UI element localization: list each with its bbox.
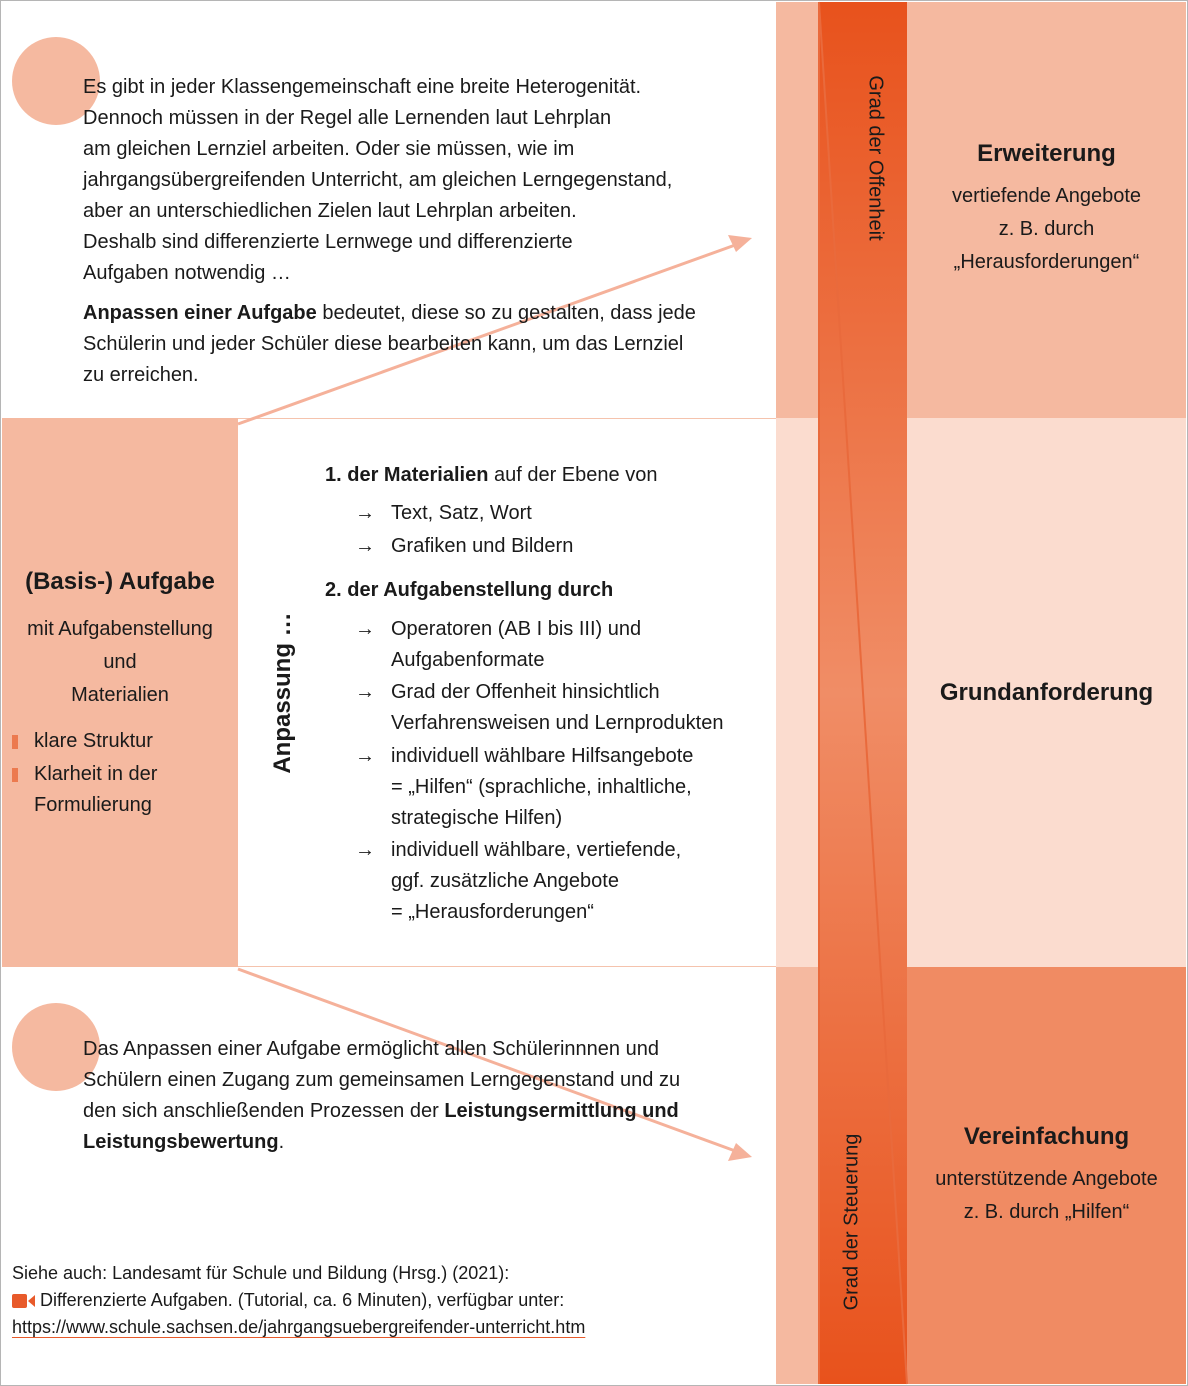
arrow-right-icon: → [355,745,375,767]
list-item-text: individuell wählbare Hilfsangebote [391,745,694,767]
list-item-text: Aufgabenformate [391,649,545,671]
bullet-item-cont: Formulierung [34,794,152,816]
level-sub-line: z. B. durch „Hilfen“ [963,1201,1130,1223]
bar-label-steuerung: Grad der Steuerung [840,1133,863,1311]
definition-text [83,298,773,391]
level-sub-line: z. B. durch [998,218,1095,240]
basis-subtitle [2,613,238,712]
list-item [355,531,573,562]
bottom-line: Das Anpassen einer Aufgabe ermöglicht allen Schülerinnnen und [83,1038,659,1060]
level-erweiterung [907,140,1186,279]
intro-line: am gleichen Lernziel arbeiten. Oder sie müssen, wie im [83,138,575,160]
bottom-line-4 [83,1127,773,1158]
bottom-line: Schülern einen Zugang zum gemeinsamen Lerngegenstand und zu [83,1069,681,1091]
level-title: Erweiterung [977,140,1116,167]
bottom-bold: Leistungsermittlung und [444,1100,679,1122]
list-item [355,614,641,676]
point-1-heading [325,460,657,491]
definition-line-1 [83,298,773,329]
level-grundanforderung-title: Grundanforderung [939,679,1154,706]
level-sub-line: unterstützende Angebote [935,1168,1158,1190]
list-item-text: Text, Satz, Wort [391,502,532,524]
intro-text [83,72,773,289]
definition-rest: bedeutet, diese so zu gestalten, dass jede [316,302,696,324]
point-1-number: 1. [325,464,342,486]
definition-term: Anpassen einer Aufgabe [83,302,317,324]
point-1-bold: der Materialien [347,464,489,486]
list-item-text: Operatoren (AB I bis III) und [391,618,642,640]
intro-line: aber an unterschiedlichen Zielen laut Lehrplan arbeiten. [83,200,577,222]
basis-sub-line: Materialien [71,684,169,706]
basis-sub-line: mit Aufgabenstellung [27,618,213,640]
list-item-text: individuell wählbare, vertiefende, [391,839,682,861]
list-item [355,677,723,739]
list-item-text: = „Herausforderungen“ [391,901,594,923]
list-item [355,741,693,834]
bullet-marker [12,735,18,749]
level-sub-line: „Herausforderungen“ [953,251,1140,273]
bottom-plain: den sich anschließenden Prozessen der [83,1100,445,1122]
reference-line-2-row [12,1287,772,1314]
intro-line: Dennoch müssen in der Regel alle Lernenden laut Lehrplan [83,107,612,129]
point-2-number: 2. [325,579,342,601]
list-item-text: = „Hilfen“ (sprachliche, inhaltliche, [391,776,692,798]
list-item-text: Grad der Offenheit hinsichtlich [391,681,660,703]
intro-line: Deshalb sind differenzierte Lernwege und differenzierte [83,231,573,253]
bullet-item: klare Struktur [34,730,153,752]
intro-line: jahrgangsübergreifenden Unterricht, am gleichen Lerngegenstand, [83,169,673,191]
bottom-text [83,1034,773,1158]
intro-line: Aufgaben notwendig … [83,262,291,284]
bottom-bold: Leistungsbewertung [83,1131,279,1153]
list-item [355,835,681,928]
reference-url[interactable]: https://www.schule.sachsen.de/jahrgangsuebergreifender-unterricht.htm [12,1317,586,1337]
reference-line-1: Siehe auch: Landesamt für Schule und Bildung (Hrsg.) (2021): [12,1263,510,1283]
bottom-plain: . [278,1131,285,1153]
arrow-right-icon: → [355,618,375,640]
bullet-item: Klarheit in der [34,763,158,785]
list-item-text: Verfahrensweisen und Lernprodukten [391,712,724,734]
level-title: Vereinfachung [963,1123,1130,1150]
list-item-text: ggf. zusätzliche Angebote [391,870,619,892]
definition-line-3: zu erreichen. [83,364,199,386]
bottom-line-3 [83,1096,773,1127]
basis-bullets [0,726,238,826]
list-item-text: Grafiken und Bildern [391,535,574,557]
video-camera-icon [12,1293,36,1309]
point-2-bold: der Aufgabenstellung durch [347,579,614,601]
bar-label-offenheit: Grad der Offenheit [864,75,887,241]
arrow-right-icon: → [355,839,375,861]
basis-title: (Basis-) Aufgabe [25,568,215,595]
level-sub-line: vertiefende Angebote [951,185,1142,207]
basis-sub-line: und [103,651,137,673]
arrow-right-icon: → [355,535,375,557]
bullet-marker [12,768,18,782]
list-item [355,498,532,529]
level-vereinfachung [907,1123,1186,1229]
point-2-heading [325,575,613,606]
reference-line-2: Differenzierte Aufgaben. (Tutorial, ca. 6 Minuten), verfügbar unter: [40,1290,565,1310]
anpassung-list [325,460,770,930]
list-item-text: strategische Hilfen) [391,807,563,829]
arrow-right-icon: → [355,681,375,703]
anpassung-label: Anpassung … [269,612,296,774]
definition-line-2: Schülerin und jeder Schüler diese bearbeiten kann, um das Lernziel [83,333,684,355]
point-1-rest: auf der Ebene von [488,464,658,486]
reference-block [12,1260,772,1341]
arrow-right-icon: → [355,502,375,524]
intro-line: Es gibt in jeder Klassengemeinschaft eine breite Heterogenität. [83,76,642,98]
